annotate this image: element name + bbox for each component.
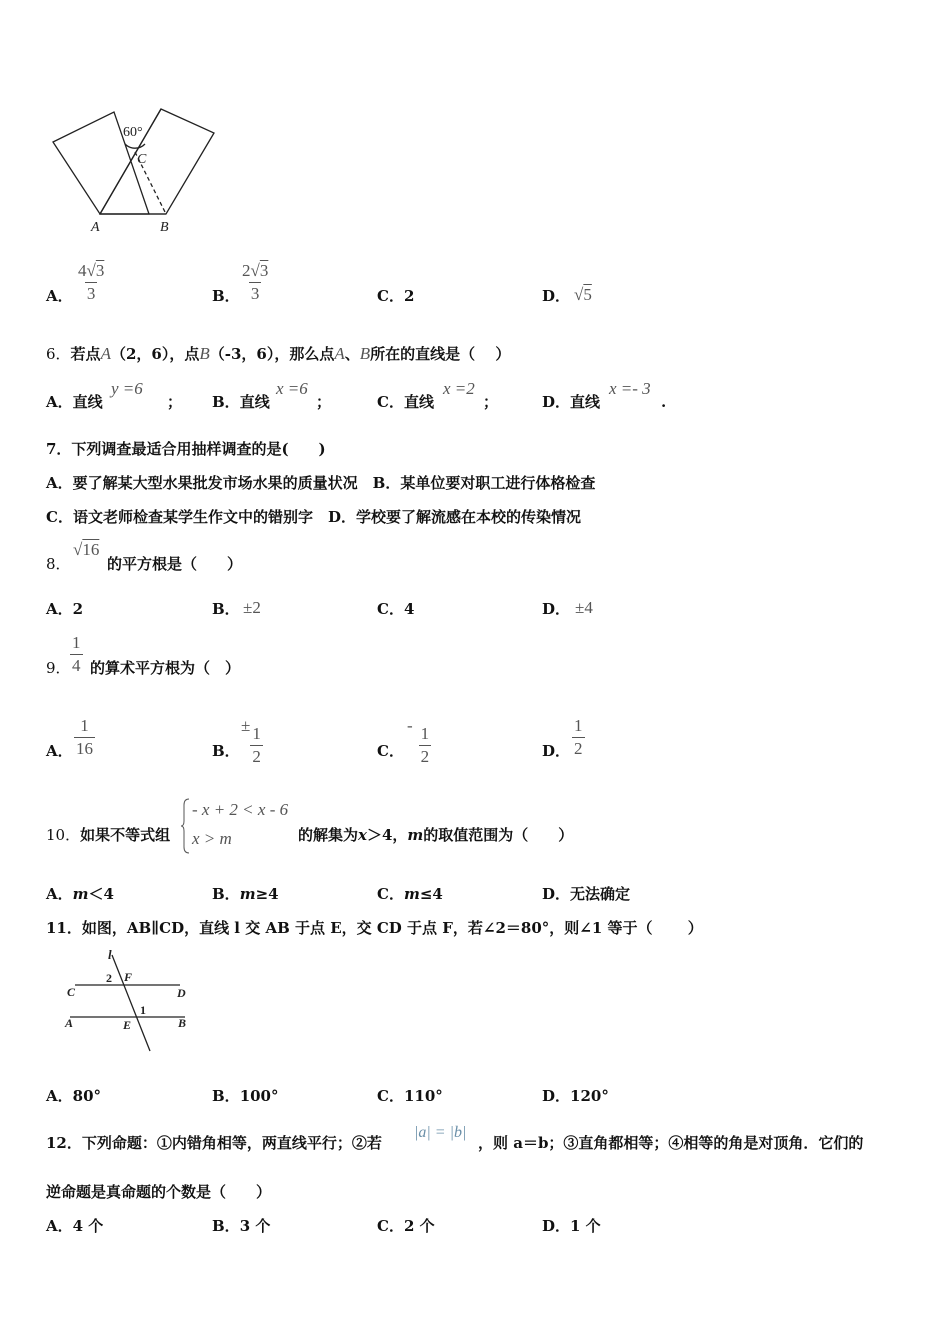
q6-option-a-end: ； [167,393,183,411]
q9-option-b-letter[interactable]: B． [212,742,240,760]
q8-option-d-letter[interactable]: D． [542,600,571,618]
q8-option-a[interactable]: A．2 [46,600,84,618]
q5-option-d-letter[interactable]: D． [542,287,571,305]
q9-option-c-letter[interactable]: C． [377,742,404,760]
q11-question: 11．如图，AB∥CD，直线 l 交 AB 于点 E，交 CD 于点 F，若∠2＝80°，则∠1 等于（ ） [46,919,703,937]
q5-option-a-letter[interactable]: A． [46,287,73,305]
q11-option-d[interactable]: D．120° [542,1087,609,1105]
q9-option-b-value: ± $\frac{1}{2}$ [241,716,261,766]
q7-options-row2[interactable]: C．语文老师检查某学生作文中的错别字 D．学校要了解流感在本校的传染情况 [46,508,581,526]
q5-angle-label: 60° [123,125,143,140]
q10-question-start: 10．如果不等式组 [46,826,171,844]
q11-point-a: A [65,1016,74,1030]
q6-option-a-eq: y =6 [111,379,143,398]
q12-option-a[interactable]: A．4 个 [46,1217,104,1235]
q6-option-d-eq: x =- 3 [609,379,651,398]
q8-number: 8． [46,555,71,573]
q5-point-b: B [160,220,169,235]
q10-question-end: 的解集为x＞4，m的取值范围为（ ） [298,826,574,844]
q11-point-b: B [178,1016,187,1030]
q5-point-a: A [91,220,100,235]
q10-inequality-2: x > m [192,829,232,848]
q10-option-d[interactable]: D．无法确定 [542,885,631,903]
q12-question-line2: 逆命题是真命题的个数是（ ） [46,1183,272,1201]
q11-option-a[interactable]: A．80° [46,1087,102,1105]
q8-option-b-value: ±2 [243,598,261,617]
q10-brace [181,797,191,855]
q11-point-c: C [67,985,76,999]
q7-options-row1[interactable]: A．要了解某大型水果批发市场水果的质量状况 B．某单位要对职工进行体格检查 [46,474,596,492]
q9-option-c-value: - $\frac{1}{2}$ [407,716,430,766]
q8-option-c[interactable]: C．4 [377,600,415,618]
q6-option-b-end: ； [316,393,332,411]
q10-option-b[interactable]: B．m≥4 [212,885,279,903]
q5-figure [45,100,225,240]
q12-option-d[interactable]: D．1 个 [542,1217,601,1235]
q5-option-b-letter[interactable]: B． [212,287,240,305]
q10-option-c[interactable]: C．m≤4 [377,885,443,903]
q11-point-d: D [177,986,186,1000]
q10-option-a[interactable]: A．m＜4 [46,885,114,903]
q6-option-d[interactable]: D．直线 [542,393,601,411]
q9-question: 的算术平方根为（ ） [90,659,241,677]
q6-question: 6．若点A（2，6），点B（-3，6），那么点A、B所在的直线是（ ） [46,344,511,363]
q6-option-b-eq: x =6 [276,379,308,398]
q9-fraction: $\frac{1}{4}$ [72,633,81,675]
q12-option-b[interactable]: B．3 个 [212,1217,271,1235]
q11-figure [60,945,200,1055]
q6-option-b[interactable]: B．直线 [212,393,270,411]
q6-option-c-end: ； [483,393,499,411]
q5-option-b-value: $\frac{2√3}{3}$ [242,261,269,303]
q11-point-e: E [123,1018,132,1032]
q12-question-start: 12．下列命题：①内错角相等，两直线平行；②若 [46,1134,382,1152]
q11-point-f: F [124,970,133,984]
q9-option-a-value: $\frac{1}{16}$ [76,716,93,758]
q5-option-c[interactable]: C．2 [377,287,415,305]
q6-option-a[interactable]: A．直线 [46,393,103,411]
q9-number: 9． [46,659,71,677]
q8-option-d-value: ±4 [575,598,593,617]
q8-question: 的平方根是（ ） [107,555,243,573]
q12-equation: |a| = |b| [414,1124,467,1141]
q9-option-d-letter[interactable]: D． [542,742,571,760]
q9-option-d-value: $\frac{1}{2}$ [574,716,583,758]
q8-radical: √16 [73,540,100,559]
q10-inequality-1: - x + 2 < x - 6 [192,800,289,819]
q5-option-d-value: √5 [574,285,592,304]
q6-option-d-end: . [661,393,667,411]
q12-question-end: ，则 a＝b；③直角都相等；④相等的角是对顶角．它们的 [478,1134,864,1152]
q11-angle-2: 2 [106,971,112,985]
q8-option-b-letter[interactable]: B． [212,600,240,618]
q11-option-b[interactable]: B．100° [212,1087,279,1105]
q11-angle-1: 1 [140,1003,146,1017]
q12-option-c[interactable]: C．2 个 [377,1217,435,1235]
q11-option-c[interactable]: C．110° [377,1087,443,1105]
q11-line-l: l [108,947,112,962]
q7-question: 7．下列调查最适合用抽样调查的是( ) [46,440,326,458]
q5-point-c: C [137,152,147,167]
q5-option-a-value: $\frac{4√3}{3}$ [78,261,105,303]
q6-option-c[interactable]: C．直线 [377,393,434,411]
q6-option-c-eq: x =2 [443,379,475,398]
q9-option-a-letter[interactable]: A． [46,742,73,760]
